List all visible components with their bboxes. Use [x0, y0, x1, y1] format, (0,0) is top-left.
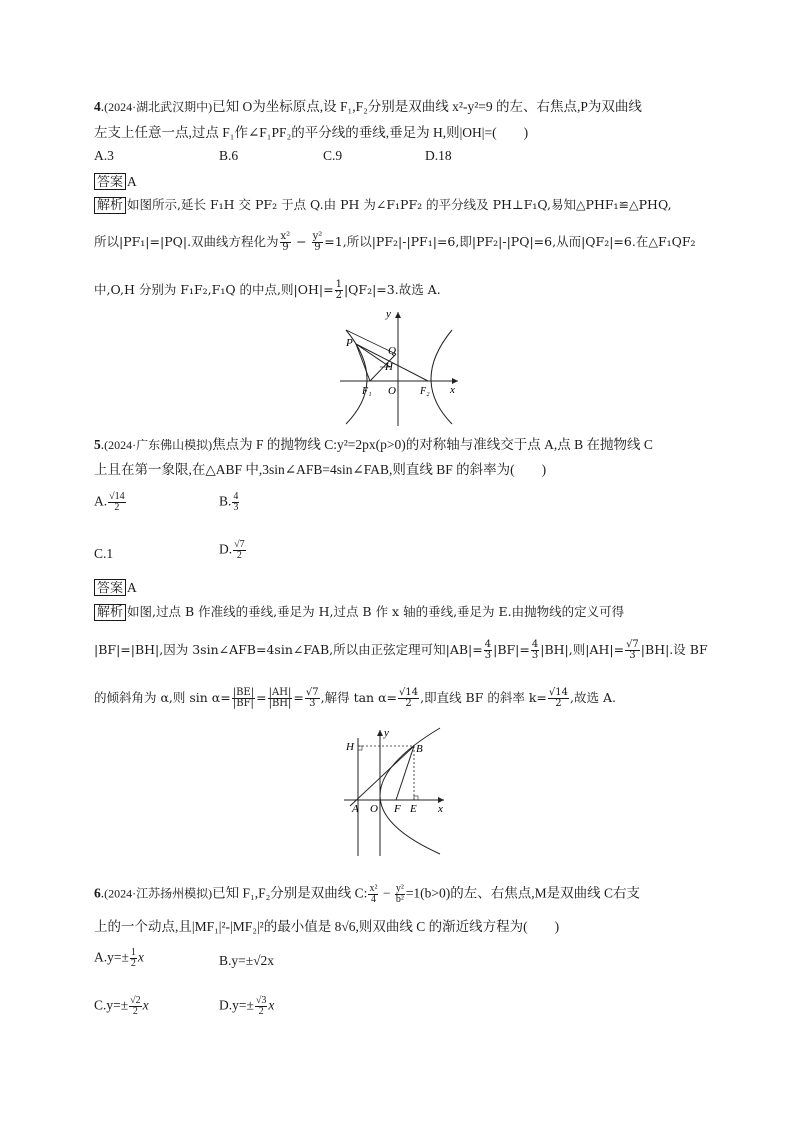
q4-stem-line2: 左支上任意一点,过点 F₁作∠F₁PF₂的平分线的垂线,垂足为 H,则|OH|=( )	[94, 125, 529, 140]
q5-explain-text2c: |BH|,则|AH|=	[540, 642, 625, 657]
q6-option-d-label: D.y=±	[219, 997, 254, 1013]
q4-explain-line3	[94, 280, 441, 301]
explain-tag: 解析	[94, 197, 126, 214]
frac-sqrt7-2: $\frac{√7}{2}$	[234, 539, 245, 561]
q5-number: 5	[94, 437, 101, 452]
q6-option-c[interactable]: C.y=± $\frac{√2}{2}$ x	[94, 995, 149, 1017]
frac-y2-b2: $\frac{\text{y²}}{\text{b²}}$	[395, 883, 404, 905]
q5-option-d[interactable]	[219, 540, 247, 561]
q5-explain-line3: 的倾斜角为 α,则 sin α= $\frac{|BE|}{|BF|}$ = $\frac{|AH|}{|BH|}$ = $\frac{√7}{3}$ ,解得 tan α= $\frac{√14}{2}$ ,即直线 BF 的斜率 k= $\frac{√14}{2}$ ,故选 A.	[94, 687, 616, 709]
frac-1-2: $\frac{1}{2}$	[335, 279, 342, 301]
q6-option-c-label: C.y=±	[94, 997, 129, 1013]
q5-answer	[94, 579, 137, 597]
q4-answer-value: A	[127, 174, 137, 189]
q6-option-d[interactable]: D.y=± $\frac{√3}{2}$ x	[219, 995, 275, 1017]
q5-stem-line1: 5.(2024·广东佛山模拟)焦点为 F 的抛物线 C:y²=2px(p>0)的对称轴与准线交于点 A,点 B 在抛物线 C	[94, 437, 653, 452]
q5-explain-text3a: 的倾斜角为 α,则 sin α=	[94, 690, 231, 705]
q5-stem-line2: 上且在第一象限,在△ABF 中,3sin∠AFB=4sin∠FAB,则直线 BF 的斜率为( )	[94, 462, 547, 477]
q4-explain-text3b: |QF₂|=3.故选 A.	[343, 282, 441, 297]
q4-option-d[interactable]: D.18	[425, 148, 452, 163]
q4-option-a[interactable]: A.3	[94, 148, 114, 163]
frac-sqrt7-3: $\frac{√7}{3}$	[305, 687, 319, 709]
fig5-label-x: x	[438, 803, 443, 815]
frac-4-3: $\frac{4}{3}$	[531, 639, 539, 661]
q5-option-d-label: D.	[219, 541, 233, 557]
q5-option-a-label: A.	[94, 493, 108, 509]
q4-explain-line2: 所以|PF₁|=|PQ|.双曲线方程化为 $\frac{\text{x²}}{9}$ − $\frac{\text{y²}}{9}$ =1,所以|PF₂|-|PF₁|=6,即|PF₂|-|PQ|=6,从而|QF₂|=6.在△F₁QF₂	[94, 231, 696, 253]
q5-source: (2024·广东佛山模拟)	[104, 438, 213, 452]
frac-ah-bh: $\frac{|AH|}{|BH|}$	[268, 687, 292, 709]
frac-sqrt7-3: $\frac{√7}{3}$	[626, 639, 639, 661]
q5-explain-text3c: ,即直线 BF 的斜率 k=	[420, 690, 547, 705]
q5-option-b[interactable]	[219, 492, 240, 513]
q4-number: 4	[94, 99, 101, 114]
fig4-label-h: H	[385, 361, 393, 373]
frac-4-3: $\frac{4}{3}$	[233, 491, 239, 513]
q5-explain-text2b: |BF|=	[493, 642, 530, 657]
q4-explain-line1	[94, 196, 672, 214]
q5-explain-text3b: ,解得 tan α=	[320, 690, 397, 705]
q4-stem-text1: 已知 O为坐标原点,设 F₁,F₂分别是双曲线 x²-y²=9 的左、右焦点,P为双曲线	[212, 99, 642, 114]
q5-explain-text3d: ,故选 A.	[570, 690, 616, 705]
frac-x2-4: $\frac{\text{x²}}{4}$	[369, 883, 378, 905]
q4-option-c[interactable]: C.9	[323, 148, 343, 163]
fig4-label-x: x	[450, 384, 455, 396]
frac-y2-9: $\frac{\text{y²}}{9}$	[312, 231, 323, 253]
fig5-label-f: F	[394, 803, 401, 815]
q5-option-a[interactable]	[94, 492, 127, 513]
q6-option-a-label: A.y=±	[94, 949, 129, 965]
frac-sqrt3-2: $\frac{√3}{2}$	[255, 995, 267, 1017]
q4-explain-text1: 如图所示,延长 F₁H 交 PF₂ 于点 Q.由 PH 为∠F₁PF₂ 的平分线及 PH⊥F₁Q,易知△PHF₁≌△PHQ,	[127, 197, 672, 212]
q6-stem-line1: 6.(2024·江苏扬州模拟)已知 F₁,F₂分别是双曲线 C: $\frac{\text{x²}}{4}$ − $\frac{\text{y²}}{\text{b²}}$ =1(b>0)的左、右焦点,M是双曲线 C右支	[94, 883, 641, 905]
q5-figure	[340, 726, 450, 860]
q6-option-a[interactable]: A.y=± $\frac{1}{2}$ x	[94, 947, 144, 969]
q6-stem-line2: 上的一个动点,且|MF₁|²-|MF₂|²的最小值是 8√6,则双曲线 C 的渐近线方程为( )	[94, 919, 560, 934]
fig4-label-f2: F₂	[420, 386, 430, 397]
frac-1-2: $\frac{1}{2}$	[130, 947, 136, 969]
q4-explain-text2a: 所以|PF₁|=|PQ|.双曲线方程化为	[94, 234, 279, 249]
q5-explain-text1: 如图,过点 B 作准线的垂线,垂足为 H,过点 B 作 x 轴的垂线,垂足为 E.由抛物线的定义可得	[127, 604, 625, 619]
fig4-label-p: P	[346, 337, 353, 349]
q5-explain-line1	[94, 603, 624, 621]
q4-explain-text3a: 中,O,H 分别为 F₁F₂,F₁Q 的中点,则|OH|=	[94, 282, 334, 297]
q5-answer-value: A	[127, 580, 137, 595]
frac-sqrt2-2: $\frac{√2}{2}$	[130, 995, 141, 1017]
q4-explain-text2b: =1,所以|PF₂|-|PF₁|=6,即|PF₂|-|PQ|=6,从而|QF₂|=6.在△F₁QF₂	[324, 234, 696, 249]
q5-explain-line2	[94, 640, 708, 661]
q4-answer	[94, 173, 137, 191]
fig4-label-o: O	[388, 385, 396, 397]
q4-figure	[330, 308, 470, 432]
explain-tag: 解析	[94, 604, 126, 621]
q6-source: (2024·江苏扬州模拟)	[104, 886, 213, 901]
answer-tag: 答案	[94, 579, 126, 596]
q5-explain-text2d: |BH|.设 BF	[640, 642, 708, 657]
frac-sqrt14-2: $\frac{√14}{2}$	[109, 491, 125, 513]
fig5-label-h: H	[346, 741, 354, 753]
fig5-label-a: A	[352, 803, 359, 815]
fig5-label-y: y	[384, 727, 389, 739]
fig5-label-o: O	[370, 803, 378, 815]
fig4-label-f1: F₁	[362, 386, 372, 397]
frac-sqrt14-2: $\frac{√14}{2}$	[399, 687, 419, 709]
frac-be-bf: $\frac{|BE|}{|BF|}$	[232, 687, 255, 709]
q6-stem-text1b: =1(b>0)的左、右焦点,M是双曲线 C右支	[405, 885, 641, 901]
q4-stem-line1: 4.(2024·湖北武汉期中)已知 O为坐标原点,设 F₁,F₂分别是双曲线 x²-y²=9 的左、右焦点,P为双曲线	[94, 99, 642, 114]
q4-option-b[interactable]: B.6	[219, 148, 239, 163]
q5-option-c[interactable]: C.1	[94, 546, 114, 561]
q5-explain-text2a: |BF|=|BH|,因为 3sin∠AFB=4sin∠FAB,所以由正弦定理可知|AB|=	[94, 642, 483, 657]
fig4-label-y: y	[386, 308, 391, 320]
q5-option-b-label: B.	[219, 493, 232, 509]
q4-source: (2024·湖北武汉期中)	[104, 100, 213, 114]
fig4-label-q: Q	[388, 345, 396, 357]
answer-tag: 答案	[94, 173, 126, 190]
fig5-label-b: B	[416, 743, 423, 755]
q6-number: 6	[94, 885, 101, 901]
q6-stem-text1a: 已知 F₁,F₂分别是双曲线 C:	[212, 885, 368, 901]
q5-stem-text1: 焦点为 F 的抛物线 C:y²=2px(p>0)的对称轴与准线交于点 A,点 B 在抛物线 C	[212, 437, 653, 452]
frac-4-3: $\frac{4}{3}$	[484, 639, 492, 661]
fig5-label-e: E	[410, 803, 417, 815]
q6-option-b[interactable]: B.y=±√2x	[219, 953, 275, 968]
frac-x2-9: $\frac{\text{x²}}{9}$	[280, 231, 291, 253]
frac-sqrt14-2: $\frac{√14}{2}$	[548, 687, 569, 709]
